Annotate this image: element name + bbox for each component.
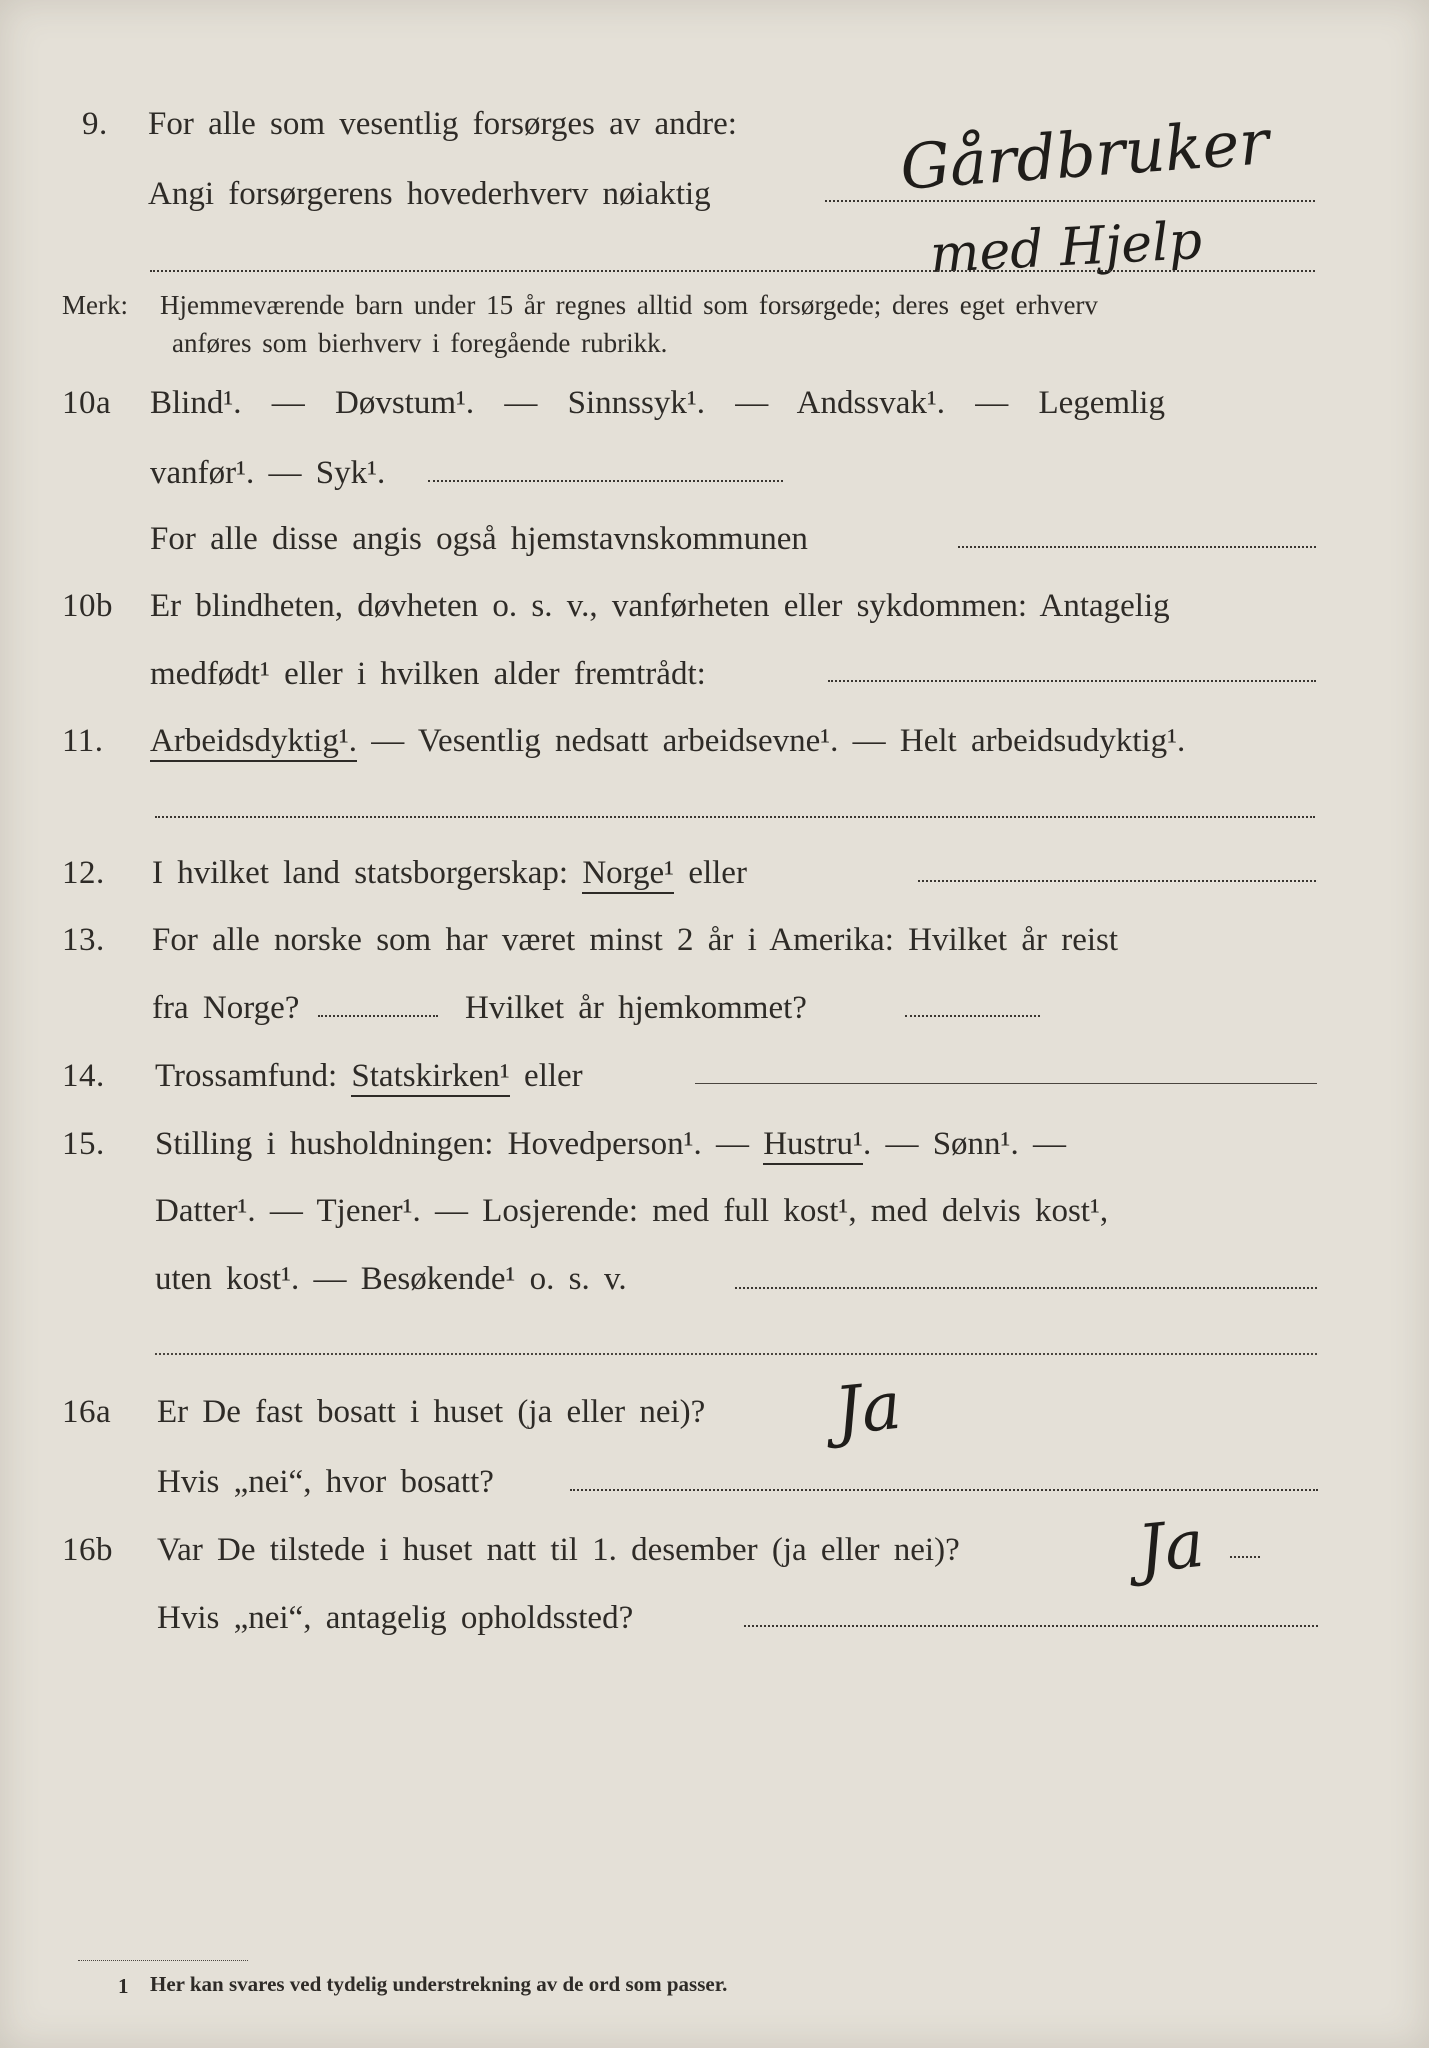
q14-number: 14.: [62, 1058, 105, 1094]
q15-number: 15.: [62, 1126, 105, 1162]
footnote-mark: 1: [118, 1974, 129, 1998]
q11-option-arbeidsdyktig[interactable]: Arbeidsdyktig¹.: [150, 723, 357, 762]
q10a-number: 10a: [62, 385, 112, 421]
q9-answer-line2: [150, 270, 1315, 272]
q9-handwritten-answer2: med Hjelp: [928, 210, 1204, 286]
q11-answer-line: [155, 816, 1315, 818]
q15-line1: [155, 1126, 1066, 1163]
q16a-line1: Er De fast bosatt i huset (ja eller nei)?: [157, 1394, 706, 1430]
merk-label: Merk:: [62, 290, 128, 320]
footnote-rule: [78, 1960, 248, 1961]
q13-returned-year-line: [905, 1015, 1040, 1017]
merk-line2: anføres som bierhverv i foregående rubrikk.: [172, 328, 668, 358]
q10a-answer-line: [428, 480, 783, 482]
q16a-handwritten-answer: Ja: [831, 1366, 905, 1451]
q15-separator-line: [155, 1353, 1317, 1355]
q13-departed-year-line: [318, 1015, 438, 1017]
q16a-number: 16a: [62, 1394, 112, 1430]
merk-line1: Hjemmeværende barn under 15 år regnes alltid som forsørgede; deres eget erhverv: [160, 290, 1098, 320]
q9-answer-line: [825, 200, 1315, 202]
footnote-text: Her kan svares ved tydelig understrekning av de ord som passer.: [150, 1972, 728, 1996]
q9-number: 9.: [82, 106, 108, 142]
q15-line1-prefix: Stilling i husholdningen: Hovedperson¹. —: [155, 1126, 749, 1162]
q12-number: 12.: [62, 855, 105, 891]
q16b-handwritten-answer: Ja: [1134, 1504, 1208, 1589]
q10b-answer-line: [828, 680, 1316, 682]
q9-question-line2: Angi forsørgerens hovederhverv nøiaktig: [148, 176, 711, 212]
q9-question-line1: For alle som vesentlig forsørges av andre:: [148, 106, 737, 142]
q13-number: 13.: [62, 922, 105, 958]
q13-line2b: Hvilket år hjemkommet?: [465, 990, 807, 1026]
q10b-line1: Er blindheten, døvheten o. s. v., vanførheten eller sykdommen: Antagelig: [150, 588, 1170, 624]
q10a-line1: Blind¹. — Døvstum¹. — Sinnssyk¹. — Andssvak¹. — Legemlig: [150, 385, 1165, 421]
q11-options: [150, 723, 1185, 760]
q12-option-norge[interactable]: Norge¹: [582, 855, 674, 894]
q14-question: [155, 1058, 583, 1095]
q16b-line1: Var De tilstede i huset natt til 1. desember (ja eller nei)?: [157, 1532, 960, 1568]
q10a-line3: For alle disse angis også hjemstavnskommunen: [150, 521, 808, 557]
q11-other-options: — Vesentlig nedsatt arbeidsevne¹. — Helt arbeidsudyktig¹.: [371, 723, 1186, 759]
q16b-location-line: [744, 1625, 1318, 1627]
q10a-hometown-line: [958, 546, 1316, 548]
q9-handwritten-answer1: Gårdbruker: [897, 105, 1272, 204]
q10b-line2: medfødt¹ eller i hvilken alder fremtrådt:: [150, 656, 706, 692]
q15-line3: uten kost¹. — Besøkende¹ o. s. v.: [155, 1261, 627, 1297]
q16b-answer-line: [1230, 1556, 1260, 1558]
q16b-number: 16b: [62, 1532, 113, 1568]
q10b-number: 10b: [62, 588, 113, 624]
q15-option-hustru[interactable]: Hustru¹: [763, 1126, 863, 1165]
q13-line1: For alle norske som har været minst 2 år i Amerika: Hvilket år reist: [152, 922, 1119, 958]
q14-suffix: eller: [524, 1058, 583, 1094]
q10a-line2: vanfør¹. — Syk¹.: [150, 455, 386, 491]
q11-number: 11.: [62, 723, 104, 759]
q12-answer-line: [918, 880, 1316, 882]
q12-prefix: I hvilket land statsborgerskap:: [152, 855, 569, 891]
q14-prefix: Trossamfund:: [155, 1058, 338, 1094]
q15-line1-suffix: . — Sønn¹. —: [862, 1126, 1066, 1162]
q16b-line2: Hvis „nei“, antagelig opholdssted?: [157, 1600, 634, 1636]
q12-suffix: eller: [688, 855, 747, 891]
q16a-answer-line: [570, 1489, 1318, 1491]
q14-option-statskirken[interactable]: Statskirken¹: [351, 1058, 509, 1097]
q12-question: [152, 855, 747, 892]
q16a-line2: Hvis „nei“, hvor bosatt?: [157, 1464, 494, 1500]
q15-line2: Datter¹. — Tjener¹. — Losjerende: med full kost¹, med delvis kost¹,: [155, 1193, 1109, 1229]
q14-answer-line: [695, 1083, 1317, 1084]
q15-answer-line: [735, 1287, 1317, 1289]
q13-line2a: fra Norge?: [152, 990, 300, 1026]
